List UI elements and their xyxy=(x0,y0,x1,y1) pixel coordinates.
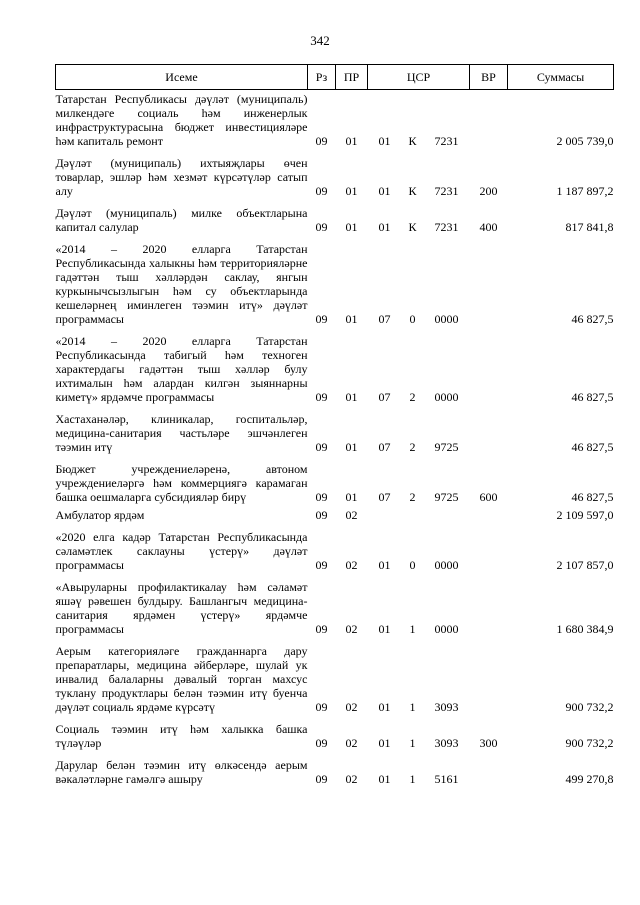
row-spacer-cell xyxy=(56,522,614,530)
row-sum: 900 732,2 xyxy=(565,736,614,750)
table-row xyxy=(56,462,614,504)
row-rz: 09 xyxy=(315,440,328,454)
row-vr xyxy=(470,334,508,404)
row-name: Хастаханәләр, клиникалар, госпитальләр, медицина-санитария частьләре эшчәнлеген тәэмин итү xyxy=(55,412,308,454)
row-csr-direction: 0000 xyxy=(434,558,459,572)
row-spacer-cell xyxy=(56,636,614,644)
row-sum: 817 841,8 xyxy=(565,220,614,234)
row-csr-program: 01 xyxy=(378,220,391,234)
row-csr-subprogram: 2 xyxy=(409,390,416,404)
row-sum: 1 187 897,2 xyxy=(556,184,614,198)
table-row xyxy=(56,580,614,636)
row-pr: 01 xyxy=(345,220,358,234)
row-sum: 46 827,5 xyxy=(571,312,614,326)
header-pr: ПР xyxy=(336,65,368,90)
row-name: Амбулатор ярдәм xyxy=(55,508,145,522)
row-rz: 09 xyxy=(315,134,328,148)
table-header-row xyxy=(56,65,614,90)
row-pr: 01 xyxy=(345,490,358,504)
table-row xyxy=(56,644,614,714)
row-csr-subprogram: 1 xyxy=(409,700,416,714)
row-name: Татарстан Республикасы дәүләт (муниципаль) милкендәге социаль һәм инженерлык инфраструктурасына бюджет инвестицияләре һәм капиталь ремонт xyxy=(55,92,308,148)
row-name: «Авыруларны профилактикалау һәм сәламәт яшәү рәвешен булдыру. Башлангыч медицина-санитария ярдәмен үстерү» ярдәмче программасы xyxy=(55,580,308,636)
row-csr-direction: 3093 xyxy=(434,700,459,714)
table-row xyxy=(56,758,614,786)
row-spacer xyxy=(56,326,614,334)
table-row xyxy=(56,530,614,572)
row-spacer xyxy=(56,454,614,462)
row-sum: 2 109 597,0 xyxy=(556,508,614,522)
row-rz: 09 xyxy=(315,772,328,786)
row-sum: 2 107 857,0 xyxy=(556,558,614,572)
row-csr-subprogram: 0 xyxy=(409,312,416,326)
table-row xyxy=(56,92,614,148)
header-name: Исеме xyxy=(56,65,308,90)
row-spacer-cell xyxy=(56,404,614,412)
row-spacer xyxy=(56,148,614,156)
row-rz: 09 xyxy=(315,700,328,714)
row-csr-program: 07 xyxy=(378,440,391,454)
table-row xyxy=(56,508,614,522)
row-sum: 46 827,5 xyxy=(571,490,614,504)
row-csr-program: 07 xyxy=(378,312,391,326)
row-vr xyxy=(470,580,508,636)
row-spacer xyxy=(56,234,614,242)
row-csr-program: 01 xyxy=(378,622,391,636)
row-csr-subprogram: 1 xyxy=(409,736,416,750)
row-vr xyxy=(470,412,508,454)
row-sum: 1 680 384,9 xyxy=(556,622,614,636)
row-rz: 09 xyxy=(315,558,328,572)
header-sum: Суммасы xyxy=(508,65,614,90)
row-spacer xyxy=(56,750,614,758)
row-rz: 09 xyxy=(315,312,328,326)
row-csr-program: 01 xyxy=(378,736,391,750)
row-rz: 09 xyxy=(315,390,328,404)
row-pr: 01 xyxy=(345,312,358,326)
row-csr-direction: 9725 xyxy=(434,440,459,454)
row-pr: 02 xyxy=(345,772,358,786)
table-row xyxy=(56,242,614,326)
row-csr-subprogram xyxy=(402,508,424,522)
row-sum: 46 827,5 xyxy=(571,390,614,404)
row-vr xyxy=(470,644,508,714)
row-csr-program: 01 xyxy=(378,700,391,714)
budget-table xyxy=(55,64,614,786)
row-pr: 01 xyxy=(345,390,358,404)
row-csr-direction: 0000 xyxy=(434,312,459,326)
row-csr-direction: 0000 xyxy=(434,622,459,636)
row-csr-subprogram: 2 xyxy=(409,440,416,454)
row-csr-direction: 0000 xyxy=(434,390,459,404)
row-vr xyxy=(470,530,508,572)
row-vr: 400 xyxy=(479,220,498,234)
row-spacer-cell xyxy=(56,572,614,580)
row-spacer xyxy=(56,522,614,530)
row-rz: 09 xyxy=(315,184,328,198)
row-pr: 01 xyxy=(345,134,358,148)
row-spacer-cell xyxy=(56,750,614,758)
row-csr-subprogram: К xyxy=(408,220,417,234)
row-vr xyxy=(470,508,508,522)
row-name: Дәүләт (муниципаль) ихтыяҗлары өчен товарлар, эшләр һәм хезмәт күрсәтүләр сатып алу xyxy=(55,156,308,198)
row-spacer-cell xyxy=(56,326,614,334)
row-csr-program xyxy=(368,508,402,522)
row-csr-subprogram: 2 xyxy=(409,490,416,504)
row-pr: 02 xyxy=(345,622,358,636)
row-pr: 01 xyxy=(345,184,358,198)
header-vr: ВР xyxy=(470,65,508,90)
row-csr-direction: 7231 xyxy=(434,220,459,234)
header-rz: Рз xyxy=(308,65,336,90)
row-csr-direction: 3093 xyxy=(434,736,459,750)
row-csr-direction xyxy=(424,508,470,522)
row-csr-subprogram: 1 xyxy=(409,622,416,636)
row-rz: 09 xyxy=(315,622,328,636)
row-sum: 499 270,8 xyxy=(565,772,614,786)
row-rz: 09 xyxy=(315,736,328,750)
row-name: Социаль тәэмин итү һәм халыкка башка түләүләр xyxy=(55,722,308,750)
page-number: 342 xyxy=(310,33,330,48)
row-vr: 600 xyxy=(479,490,498,504)
row-spacer-cell xyxy=(56,454,614,462)
row-spacer-cell xyxy=(56,234,614,242)
row-spacer xyxy=(56,198,614,206)
row-name: «2020 елга кадәр Татарстан Республикасында сәламәтлек саклауны үстерү» дәүләт программасы xyxy=(55,530,308,572)
row-csr-direction: 9725 xyxy=(434,490,459,504)
row-csr-subprogram: К xyxy=(408,134,417,148)
table-row xyxy=(56,722,614,750)
table-row xyxy=(56,156,614,198)
row-csr-program: 01 xyxy=(378,134,391,148)
row-rz: 09 xyxy=(315,220,328,234)
row-name: Дарулар белән тәэмин итү өлкәсендә аерым вәкаләтләрне гамәлгә ашыру xyxy=(55,758,308,786)
row-csr-direction: 5161 xyxy=(434,772,459,786)
row-csr-subprogram: К xyxy=(408,184,417,198)
row-spacer xyxy=(56,404,614,412)
row-vr: 300 xyxy=(479,736,498,750)
row-sum: 2 005 739,0 xyxy=(556,134,614,148)
row-sum: 900 732,2 xyxy=(565,700,614,714)
row-rz: 09 xyxy=(315,490,328,504)
row-csr-program: 01 xyxy=(378,184,391,198)
row-csr-direction: 7231 xyxy=(434,134,459,148)
row-csr-direction: 7231 xyxy=(434,184,459,198)
row-spacer xyxy=(56,714,614,722)
row-spacer xyxy=(56,572,614,580)
row-name: Аерым категорияләге гражданнарга дару препаратлары, медицина әйберләре, шулай ук инвалид балаларны дәвалый торган махсус туклану продуктлары белән тәэмин итү буенча дәүләт социаль ярдәме күрсәтү xyxy=(55,644,308,714)
row-csr-program: 01 xyxy=(378,558,391,572)
table-row xyxy=(56,412,614,454)
row-csr-program: 01 xyxy=(378,772,391,786)
row-pr: 02 xyxy=(345,558,358,572)
table-row xyxy=(56,334,614,404)
row-csr-program: 07 xyxy=(378,390,391,404)
row-spacer-cell xyxy=(56,198,614,206)
row-csr-subprogram: 0 xyxy=(409,558,416,572)
row-vr: 200 xyxy=(479,184,498,198)
row-name: Бюджет учреждениеләренә, автоном учреждениеләргә һәм коммерциягә карамаган башка оешмаларга субсидияләр бирү xyxy=(55,462,308,504)
row-sum: 46 827,5 xyxy=(571,440,614,454)
row-pr: 02 xyxy=(345,700,358,714)
table-row xyxy=(56,206,614,234)
row-name: «2014 – 2020 елларга Татарстан Республикасында табигый һәм техноген характердагы гадәттән тыш хәлләр булу ихтималын һәм алардан килгән зыяннарны киметү» ярдәмче программасы xyxy=(55,334,308,404)
row-vr xyxy=(470,92,508,148)
row-csr-subprogram: 1 xyxy=(409,772,416,786)
row-pr: 02 xyxy=(345,508,358,522)
row-spacer xyxy=(56,636,614,644)
row-name: «2014 – 2020 елларга Татарстан Республикасында халыкны һәм территорияләрне гадәттән тыш хәлләрдән саклау, янгын куркынычсызлыгын һәм су объектларында кешеләрнең иминлеген тәэмин итү» дәүләт программасы xyxy=(55,242,308,326)
row-csr-program: 07 xyxy=(378,490,391,504)
row-rz: 09 xyxy=(315,508,328,522)
row-pr: 01 xyxy=(345,440,358,454)
row-vr xyxy=(470,242,508,326)
header-csr: ЦСР xyxy=(368,65,470,90)
row-spacer-cell xyxy=(56,714,614,722)
row-pr: 02 xyxy=(345,736,358,750)
row-name: Дәүләт (муниципаль) милке объектларына капитал салулар xyxy=(55,206,308,234)
row-spacer-cell xyxy=(56,148,614,156)
row-vr xyxy=(470,758,508,786)
